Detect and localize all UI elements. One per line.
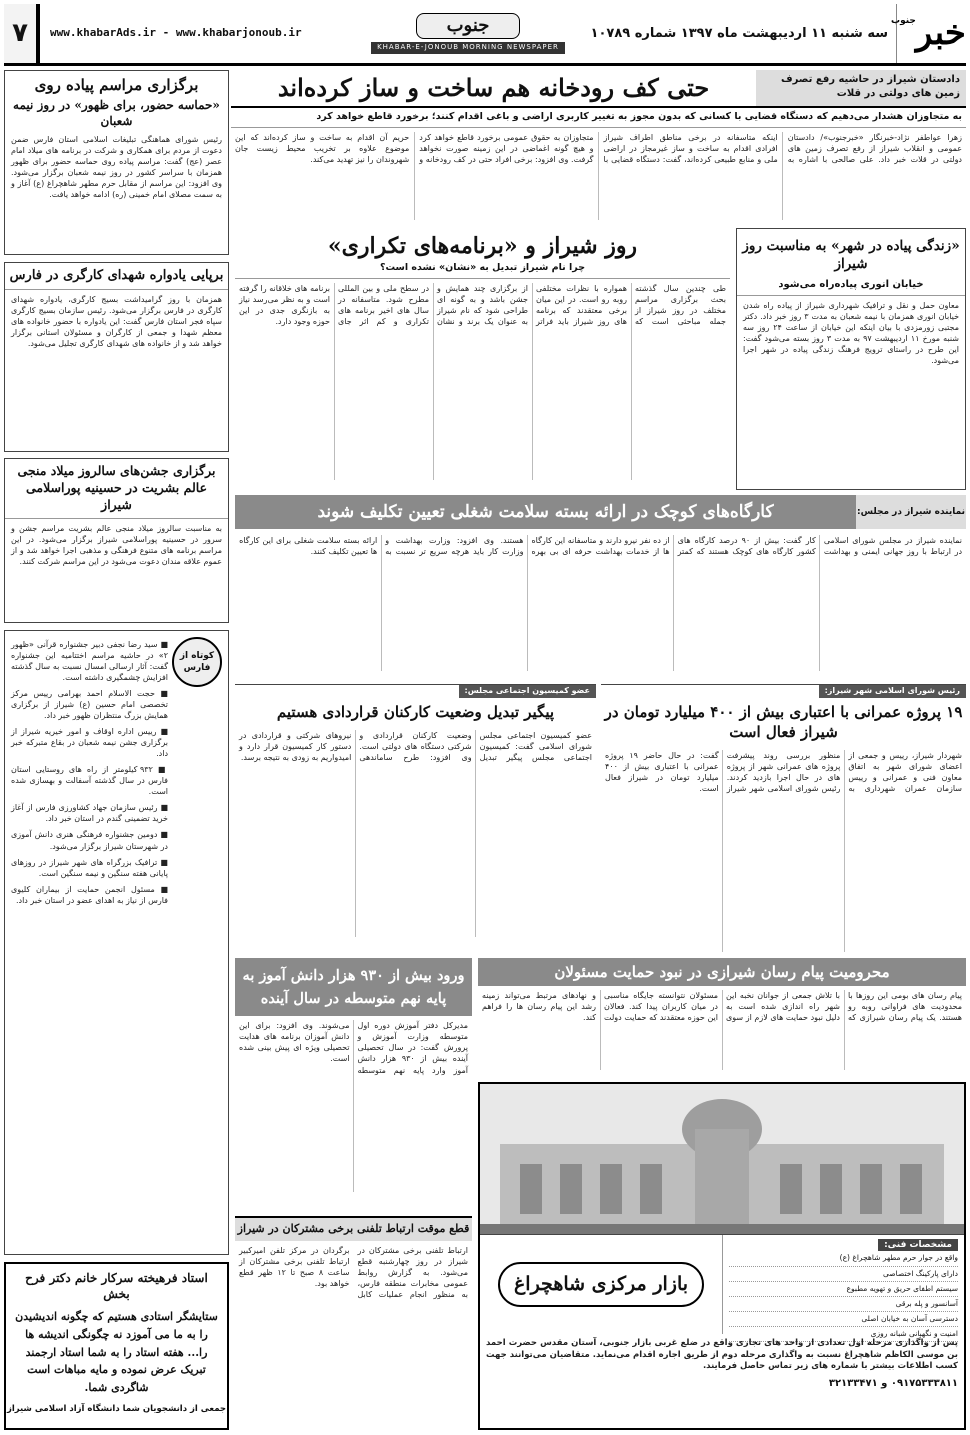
contracts-article: [235, 684, 596, 952]
newspaper-logo: [891, 4, 966, 63]
congrats-body: ستایشگر استادی هستیم که چگونه اندیشیدن را به ما می آموزد نه چگونگی اندیشه ها را... هفته استاد را به شما استاد ارجمند تبریک عرض نموده و مایه مباهات است شاگردی شما.: [15, 1310, 218, 1394]
article-subtitle: «حماسه حضور، برای ظهور» در روز نیمه شعبان: [13, 98, 220, 129]
workshops-headline: کارگاه‌های کوچک در ارائه بسته سلامت شغلی تعیین تکلیف شوند: [235, 495, 856, 529]
article-workers-martyrs: [4, 262, 229, 452]
short-news-item: ■ ۹۳۲ کیلومتر از راه های روستایی استان فارس در سال گذشته آسفالت و بهسازی شده است.: [11, 765, 168, 797]
english-name: KHABAR-E-JONOUB MORNING NEWSPAPER: [371, 42, 565, 53]
top-story-headline: حتی کف رودخانه هم ساخت و ساز کرده‌اند: [277, 73, 710, 102]
masthead-center: [360, 4, 576, 63]
page-number: ۷: [4, 4, 40, 63]
short-news-item: ■ مسئول انجمن حمایت از بیماران کلیوی فارس از نیاز به اهدای عضو در استان خبر داد.: [11, 884, 168, 905]
short-news-item: ■ سید رضا نجفی دبیر جشنواره قرآنی «ظهور ۲» در حاشیه مراسم اختتامیه این جشنواره گفت: آثار ارسالی امسال نسبت به سال گذشته افزایش چشمگیری داشته است.: [11, 640, 168, 683]
region-title: جنوب: [416, 13, 521, 39]
ad-spec-item: دارای پارکینگ اختصاصی: [729, 1267, 958, 1282]
issue-date: [576, 4, 896, 63]
top-story-body: زهرا عواطفر نژاد-خبرنگار «خبرجنوب»/ دادستان عمومی و انقلاب شیراز از رفع تصرف زمین های دولتی در قلات خبر داد. علی صالحی با اشاره به اینکه متاسفانه در برخی مناطق اطراف شیراز افرادی اقدام به ساخت و ساز غیرمجاز در اراضی ملی و منابع طبیعی کرده‌اند، گفت: دستگاه قضایی با متجاوزان به حقوق عمومی برخورد قاطع خواهد کرد و هیچ گونه اغماضی در این زمینه صورت نخواهد گرفت. وی افزود: برخی افراد حتی در کف رودخانه و حریم آن اقدام به ساخت و ساز کرده‌اند که این موضوع علاوه بر تخریب محیط زیست جان شهروندان را نیز تهدید می‌کند.: [235, 132, 962, 164]
bazaar-ad: [478, 1082, 966, 1430]
short-news-item: ■ رئیس سازمان جهاد کشاورزی فارس از آغاز خرید تضمینی گندم در استان خبر داد.: [11, 803, 168, 824]
contracts-body: عضو کمیسیون اجتماعی مجلس شورای اسلامی گفت: کمیسیون اجتماعی مجلس پیگیر تبدیل وضعیت کارکنان قراردادی و شرکتی دستگاه های دولتی است. وی افزود: طرح ساماندهی نیروهای شرکتی و قراردادی در دستور کار کمیسیون قرار دارد و امیدواریم به زودی به نتیجه برسد.: [239, 731, 592, 763]
ad-body: پس از واگذاری مرحله اول تعدادی از واحد های تجاری واقع در ضلع غربی بازار جنوبی، آستان مقدس حضرت احمد بن موسی الکاظم شاهچراغ نسبت به واگذاری مرحله دوم از طریق اجاره اقدام می‌نماید. متقاضیان می‌توانند جهت کسب اطلاعات بیشتر با شماره های زیر تماس حاصل فرمایند.: [486, 1338, 958, 1372]
projects-headline: ۱۹ پروژه عمرانی با اعتباری بیش از ۴۰۰ میلیارد تومان در شیراز فعال است: [604, 702, 963, 742]
short-news-item: ■ حجت الاسلام احمد بهرامی رییس مرکز تخصصی امام حسین (ع) شیراز از برگزاری همایش بزرگ منتظران ظهور خبر داد.: [11, 689, 168, 721]
day-of-shiraz-body: طی چندین سال گذشته بحث برگزاری مراسم مختلف در روز شیراز از جمله مباحثی است که همواره با نظرات مختلفی روبه رو است. در این میان برخی معتقدند که برنامه های روز شیراز باید فراتر از برگزاری چند همایش و جشن باشد و به گونه ای طراحی شود که نام شیراز به عنوان یک برند و نشان در سطح ملی و بین المللی مطرح شود. متاسفانه در سال های اخیر برنامه های تکراری و کم اثر جای برنامه های خلاقانه را گرفته است و به نظر می‌رسد نیاز به بازنگری جدی در این حوزه وجود دارد.: [239, 283, 726, 326]
workshops-body: نماینده شیراز در مجلس شورای اسلامی در ارتباط با روز جهانی ایمنی و بهداشت کار گفت: بیش از ۹۰ درصد کارگاه های کشور کارگاه های کوچک هستند که کمتر از ده نفر نیرو دارند و متاسفانه این کارگاه ها از خدمات بهداشت حرفه ای بی بهره هستند. وی افزود: وزارت بهداشت و وزارت کار باید هرچه سریع تر نسبت به ارائه بسته سلامت شغلی برای این کارگاه ها تعیین تکلیف کنند.: [239, 536, 962, 557]
ad-specs-heading: مشخصات فنی:: [878, 1239, 958, 1251]
website-link[interactable]: [40, 4, 360, 63]
short-news-item: ■ دومین جشنواره فرهنگی هنری دانش آموزی در شهرستان شیراز برگزار می‌شود.: [11, 830, 168, 851]
top-story: [231, 70, 966, 225]
top-story-lead: به متجاوزان هشدار می‌دهیم که دستگاه قضایی با کسانی که بدون مجوز به تغییر کاربری اراضی و باغی اقدام کنند؛ برخورد قاطع خواهد کرد: [231, 108, 966, 128]
congrats-title: استاد فرهیخته سرکار خانم دکتر فرح بخش: [25, 1271, 208, 1302]
short-news-box: [4, 630, 229, 1255]
messengers-headline: محرومیت پیام رسان شیرازی در نبود حمایت مسئولان: [478, 958, 966, 986]
congrats-ad: [4, 1262, 229, 1430]
walk-title: «زندگی پیاده در شهر» به مناسبت روز شیراز: [742, 238, 960, 273]
day-of-shiraz-headline: روز شیراز و «برنامه‌های تکراری»: [327, 233, 638, 259]
phone-cut-article: [235, 1216, 472, 1334]
projects-body: شهردار شیراز، رییس و جمعی از اعضای شورای شهر به اتفاق معاون فنی و عمرانی و رییس سازمان عمران شهرداری به منظور بررسی روند پیشرفت پروژه های عمرانی شهر از پروژه های در حال اجرا بازدید کردند. رئیس شورای اسلامی شهر شیراز گفت: در حال حاضر ۱۹ پروژه عمرانی با اعتباری بیش از ۴۰۰ میلیارد تومان در شیراز فعال است.: [605, 751, 962, 794]
projects-article: [601, 684, 966, 952]
article-title: برگزاری جشن‌های سالروز میلاد منجی عالم بشریت در حسینیه پوراسلامی شیراز: [5, 459, 228, 519]
ad-phones: ۰۹۱۷۵۳۳۳۸۱۱ و ۳۲۱۳۳۴۷۱: [828, 1378, 958, 1390]
walk-subtitle: خیابان انوری پیاده‌راه می‌شود: [737, 275, 965, 296]
article-body: به مناسبت سالروز میلاد منجی عالم بشریت مراسم جشن و سرور در حسینیه پوراسلامی شیراز برگزار می‌شود. در این مراسم برنامه های متنوع فرهنگی و مذهبی اجرا خواهد شد و از عموم علاقه مندان دعوت می‌شود در این مراسم شرکت کنند.: [11, 523, 222, 566]
ad-spec-item: سیستم اطفای حریق و تهویه مطبوع: [729, 1282, 958, 1297]
bazaar-building-image: [480, 1084, 964, 1234]
article-body: همزمان با روز گرامیداشت بسیج کارگری، یادواره شهدای کارگری در فارس برگزار می‌شود. رئیس سازمان بسیج کارگری سپاه فجر استان فارس گفت: این یادواره با حضور خانواده های معظم شهدا و جمعی از کارگران و مسئولان استانی برگزار خواهد شد و از خانواده های شهدای کارگری تجلیل می‌شود.: [11, 294, 222, 348]
students-body: مدیرکل دفتر آموزش دوره اول متوسطه وزارت آموزش و پرورش گفت: در سال تحصیلی آینده بیش از ۹۳۰ هزار دانش آموز وارد پایه نهم متوسطه می‌شوند. وی افزود: برای این دانش آموزان برنامه های هدایت تحصیلی ویژه ای پیش بینی شده است.: [239, 1021, 468, 1075]
congrats-signature: جمعی از دانشجویان شما دانشگاه آزاد اسلامی شیراز: [6, 1404, 227, 1415]
date-line: سه شنبه ۱۱ اردیبهشت ماه ۱۳۹۷ شماره ۱۰۷۸۹: [590, 25, 888, 41]
students-headline: ورود بیش از ۹۳۰ هزار دانش آموز به پایه نهم متوسطه در سال آینده: [235, 958, 472, 1016]
contracts-tag: عضو کمیسیون اجتماعی مجلس:: [459, 685, 596, 698]
projects-tag: رئیس شورای اسلامی شهر شیراز:: [819, 685, 966, 698]
messengers-article: [478, 958, 966, 1078]
day-of-shiraz-subtitle: چرا نام شیراز تبدیل به «نشان» نشده است؟: [235, 262, 730, 279]
short-news-item: ■ ترافیک بزرگراه های شهر شیراز در روزهای پایانی هفته سنگین و نیمه سنگین است.: [11, 857, 168, 878]
workshops-tag: نماینده شیراز در مجلس:: [856, 495, 966, 529]
article-title: برگزاری مراسم پیاده روی: [34, 76, 199, 94]
ad-specs-list: [729, 1251, 958, 1342]
website-text: www.khabarAds.ir - www.khabarjonoub.ir: [50, 26, 302, 40]
short-news-item: ■ رییس اداره اوقاف و امور خیریه شیراز از برگزاری جشن نیمه شعبان در بقاع متبرکه خبر داد.: [11, 727, 168, 759]
top-story-kicker: دادستان شیراز در حاشیه رفع تصرف زمین های دولتی در قلات: [756, 70, 966, 106]
phone-cut-body: ارتباط تلفنی برخی مشترکان در شیراز در روز چهارشنبه قطع می‌شود. به گزارش روابط عمومی مخابرات منطقه فارس، به منظور انجام عملیات کابل برگردان در مرکز تلفن امیرکبیر ارتباط تلفنی برخی مشترکان از ساعت ۸ صبح تا ۱۲ ظهر قطع خواهد بود.: [239, 1245, 468, 1299]
messengers-body: پیام رسان های بومی این روزها با محدودیت های فراوانی روبه رو هستند. یک پیام رسان شیرازی که با تلاش جمعی از جوانان نخبه این شهر راه اندازی شده است به دلیل نبود حمایت های لازم از سوی مسئولان نتوانسته جایگاه مناسبی در میان کاربران پیدا کند. فعالان این حوزه معتقدند که حمایت دولت و نهادهای مرتبط می‌تواند زمینه رشد این پیام رسان ها را فراهم کند.: [482, 991, 962, 1023]
ad-spec-item: دسترسی آسان به خیابان اصلی: [729, 1312, 958, 1327]
article-walk-event: [4, 70, 229, 255]
short-news-badge: کوتاه از فارس: [172, 637, 222, 687]
logo-text: خبر: [915, 12, 966, 53]
article-mahdi-celebration: [4, 458, 229, 623]
article-title: برپایی یادواره شهدای کارگری در فارس: [5, 263, 228, 290]
logo-sub: جنوب: [891, 16, 916, 27]
article-body: رئیس شورای هماهنگی تبلیغات اسلامی استان فارس ضمن دعوت از مردم برای همکاری و شرکت در برنامه های میلاد امام عصر (عج) گفت: مراسم پیاده روی حماسه حضور برای ظهور همزمان با سراسر کشور در روز نیمه شعبان برگزار می‌شود. وی افزود: این مراسم از مقابل حرم مطهر شاهچراغ (ع) آغاز و به سمت مصلای امام خمینی (ره) ادامه خواهد یافت.: [11, 134, 222, 199]
ad-banner-title: بازار مرکزی شاهچراغ: [498, 1262, 704, 1308]
phone-cut-headline: قطع موقت ارتباط تلفنی برخی مشترکان در شیراز: [235, 1218, 472, 1241]
workshops-article: [235, 495, 966, 680]
walk-body: معاون حمل و نقل و ترافیک شهرداری شیراز از پیاده راه شدن خیابان انوری همزمان با نیمه شعبان به مدت ۳ روز خبر داد. دکتر مجتبی زورمزدی با بیان اینکه این خیابان از ساعت ۲۴ روز سه شنبه مورخ ۱۱ اردیبهشت ۹۷ به مدت ۳ روز بسته می‌شود گفت: این طرح در راستای ترویج فرهنگ زندگی پیاده در شهر اجرا می‌شود.: [743, 300, 960, 366]
contracts-headline: پیگیر تبدیل وضعیت کارکنان قراردادی هستیم: [276, 702, 555, 721]
ad-spec-item: آسانسور و پله برقی: [729, 1297, 958, 1312]
day-of-shiraz: [235, 228, 730, 490]
walk-box: [736, 228, 966, 490]
masthead: [4, 4, 966, 66]
ad-spec-item: امنیت و نگهبانی شبانه روزی: [729, 1327, 958, 1342]
students-article: [235, 958, 472, 1213]
ad-spec-item: واقع در جوار حرم مطهر شاهچراغ (ع): [729, 1251, 958, 1266]
